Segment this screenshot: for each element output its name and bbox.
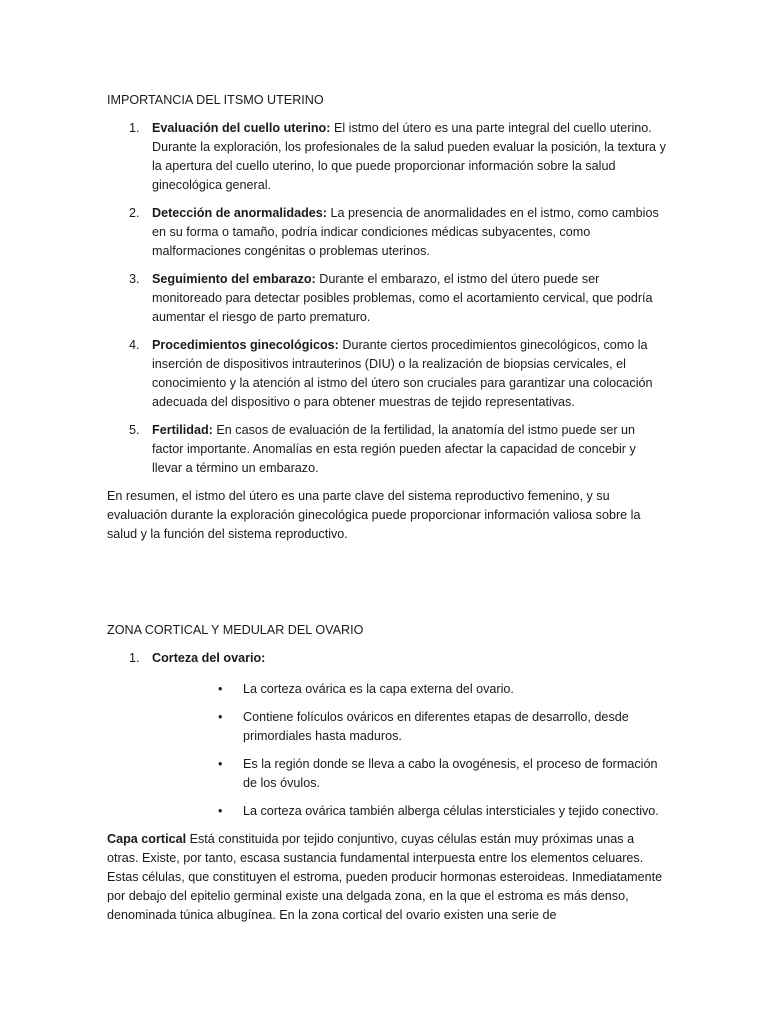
- list-item: [107, 270, 668, 327]
- list-item: [107, 421, 668, 478]
- capa-cortical-paragraph: [107, 830, 668, 925]
- section-title-itsmo: IMPORTANCIA DEL ITSMO UTERINO: [107, 93, 324, 107]
- section-title-ovario: ZONA CORTICAL Y MEDULAR DEL OVARIO: [107, 623, 364, 637]
- capa-cortical-text: Está constituida por tejido conjuntivo, cuyas células están muy próximas unas a otras. Existe, por tanto, escasa sustancia fundamental interpuesta entre los elementos celuares. Estas células, que constituyen el estroma, pueden producir hormonas esteroideas. Inmediatamente por debajo del epitelio germinal existe una delgada zona, en la que el estroma es más denso, denominada túnica albugínea. En la zona cortical del ovario existen una serie de: [107, 832, 663, 922]
- list-item-heading: Procedimientos ginecológicos:: [152, 338, 339, 352]
- bullet-item: [152, 755, 668, 793]
- list-number: 3.: [129, 272, 140, 286]
- list-item-text: Durante el embarazo, el istmo del útero puede ser monitoreado para detectar posibles problemas, como el acortamiento cervical, que podría aumentar el riesgo de parto prematuro.: [152, 272, 653, 324]
- bullet-text: La corteza ovárica es la capa externa del ovario.: [243, 682, 514, 696]
- bullet-item: [152, 680, 668, 699]
- bullet-icon: •: [218, 757, 223, 771]
- list-item-heading: Corteza del ovario:: [152, 651, 266, 665]
- list-item-text: En casos de evaluación de la fertilidad, la anatomía del istmo puede ser un factor importante. Anomalías en esta región pueden afectar la capacidad de concebir y llevar a término un embarazo.: [152, 423, 636, 475]
- capa-cortical-heading: Capa cortical: [107, 832, 187, 846]
- list-number: 4.: [129, 338, 140, 352]
- list-number: 1.: [129, 651, 140, 665]
- list-item: [107, 119, 668, 195]
- ovario-list: [107, 649, 668, 821]
- list-item-text: El istmo del útero es una parte integral del cuello uterino. Durante la exploración, los profesionales de la salud pueden evaluar la posición, la textura y la apertura del cuello uterino, lo que puede proporcionar información sobre la salud ginecológica general.: [152, 121, 666, 192]
- bullet-text: Es la región donde se lleva a cabo la ovogénesis, el proceso de formación de los óvulos.: [243, 757, 658, 790]
- bullet-icon: •: [218, 682, 223, 696]
- list-item-heading: Seguimiento del embarazo:: [152, 272, 316, 286]
- bullet-text: La corteza ovárica también alberga células intersticiales y tejido conectivo.: [243, 804, 659, 818]
- bullet-item: [152, 708, 668, 746]
- list-item: [107, 336, 668, 412]
- list-item-heading: Fertilidad:: [152, 423, 213, 437]
- bullet-item: [152, 802, 668, 821]
- list-item: [107, 204, 668, 261]
- bullet-icon: •: [218, 710, 223, 724]
- summary-paragraph: En resumen, el istmo del útero es una parte clave del sistema reproductivo femenino, y su evaluación durante la exploración ginecológica puede proporcionar información valiosa sobre la salud y la función del sistema reproductivo.: [107, 489, 641, 541]
- bullet-icon: •: [218, 804, 223, 818]
- list-number: 1.: [129, 121, 140, 135]
- list-number: 5.: [129, 423, 140, 437]
- list-item: [107, 649, 668, 821]
- list-item-heading: Evaluación del cuello uterino:: [152, 121, 331, 135]
- list-item-text: La presencia de anormalidades en el istmo, como cambios en su forma o tamaño, podría indicar condiciones médicas subyacentes, como malformaciones congénitas o problemas uterinos.: [152, 206, 659, 258]
- corteza-bullet-list: [152, 680, 668, 821]
- list-number: 2.: [129, 206, 140, 220]
- list-item-text: Durante ciertos procedimientos ginecológicos, como la inserción de dispositivos intrauterinos (DIU) o la realización de biopsias cervicales, el conocimiento y la atención al istmo del útero son cruciales para garantizar una colocación adecuada del dispositivo o para obtener muestras de tejido representativas.: [152, 338, 653, 409]
- list-item-heading: Detección de anormalidades:: [152, 206, 327, 220]
- itsmo-importance-list: [107, 119, 668, 478]
- bullet-text: Contiene folículos ováricos en diferentes etapas de desarrollo, desde primordiales hasta maduros.: [243, 710, 629, 743]
